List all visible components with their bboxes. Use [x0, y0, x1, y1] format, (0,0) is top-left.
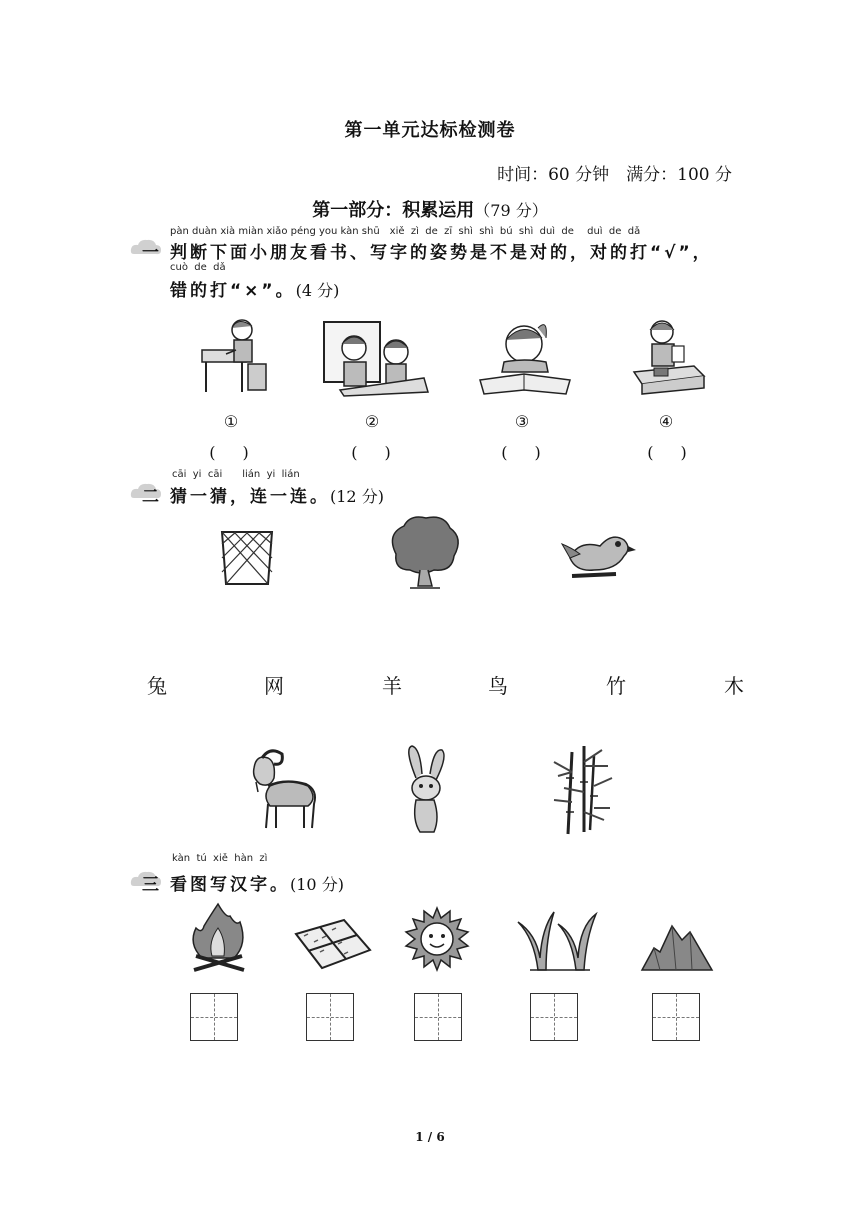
- q1-text-2: 错的打“×”。: [170, 281, 296, 301]
- q1-number: 一: [142, 243, 162, 263]
- q1-pinyin-line2: cuò de dǎ: [170, 262, 226, 273]
- q2-number: 二: [142, 487, 162, 507]
- q3-pinyin: kàn tú xiě hàn zì: [172, 853, 268, 864]
- child-writing-on-book-illustration: [474, 314, 578, 398]
- fire-illustration: [186, 900, 250, 974]
- q1-answer-1[interactable]: ( ): [209, 443, 251, 462]
- time-and-score: 时间：60 分钟 满分：100 分: [497, 165, 732, 185]
- children-reading-in-bed-illustration: [320, 318, 430, 398]
- child-writing-at-desk-illustration: [194, 314, 280, 398]
- q2-pinyin: cāi yi cāi lián yi lián: [172, 469, 300, 480]
- writing-grid-5[interactable]: [652, 993, 700, 1041]
- goat-illustration: [248, 748, 322, 832]
- q3-score: (10 分): [290, 875, 344, 894]
- q1-answer-4[interactable]: ( ): [647, 443, 689, 462]
- tree-illustration: [386, 514, 462, 592]
- q1-pinyin: pàn duàn xià miàn xiǎo péng you kàn shū xiě zì de zī shì shì bú shì duì de duì de dǎ: [170, 226, 641, 237]
- child-reading-at-desk-illustration: [628, 316, 708, 398]
- q1-text-line2: [170, 276, 339, 301]
- word-bird[interactable]: 鸟: [488, 674, 508, 698]
- q1-label-4: ④: [658, 412, 674, 431]
- q3-text: 看图写汉字。: [170, 875, 290, 895]
- q1-score: (4 分): [295, 281, 340, 300]
- writing-grid-3[interactable]: [414, 993, 462, 1041]
- bamboo-illustration: [550, 742, 614, 836]
- word-net[interactable]: 网: [264, 674, 284, 698]
- grass-illustration: [514, 908, 604, 972]
- q2-score: (12 分): [330, 487, 384, 506]
- rabbit-illustration: [402, 744, 450, 836]
- q3-text-line: [170, 870, 344, 895]
- field-illustration: [292, 914, 374, 974]
- q1-text: 判断下面小朋友看书、写字的姿势是不是对的，对的打“√”，: [170, 243, 713, 263]
- writing-grid-2[interactable]: [306, 993, 354, 1041]
- word-sheep[interactable]: 羊: [382, 674, 402, 698]
- mountain-illustration: [640, 920, 714, 972]
- q1-answer-3[interactable]: ( ): [501, 443, 543, 462]
- q1-label-1: ①: [223, 412, 239, 431]
- sun-illustration: [404, 906, 470, 972]
- part-title: 第一部分：积累运用: [312, 200, 475, 221]
- net-illustration: [214, 528, 280, 588]
- word-wood[interactable]: 木: [724, 674, 744, 698]
- q2-text: 猜一猜，连一连。: [170, 487, 330, 507]
- word-bamboo[interactable]: 竹: [606, 674, 626, 698]
- page-number: 1 / 6: [415, 1130, 445, 1144]
- part-heading: [0, 196, 860, 222]
- writing-grid-4[interactable]: [530, 993, 578, 1041]
- word-rabbit[interactable]: 兔: [147, 674, 167, 698]
- part-score: （79 分）: [474, 201, 548, 220]
- q1-label-2: ②: [364, 412, 380, 431]
- q1-label-3: ③: [514, 412, 530, 431]
- q2-text-line: [170, 482, 384, 507]
- document-title: 第一单元达标检测卷: [344, 120, 516, 141]
- writing-grid-1[interactable]: [190, 993, 238, 1041]
- q1-answer-2[interactable]: ( ): [351, 443, 393, 462]
- bird-illustration: [558, 518, 638, 588]
- q3-number: 三: [142, 875, 162, 895]
